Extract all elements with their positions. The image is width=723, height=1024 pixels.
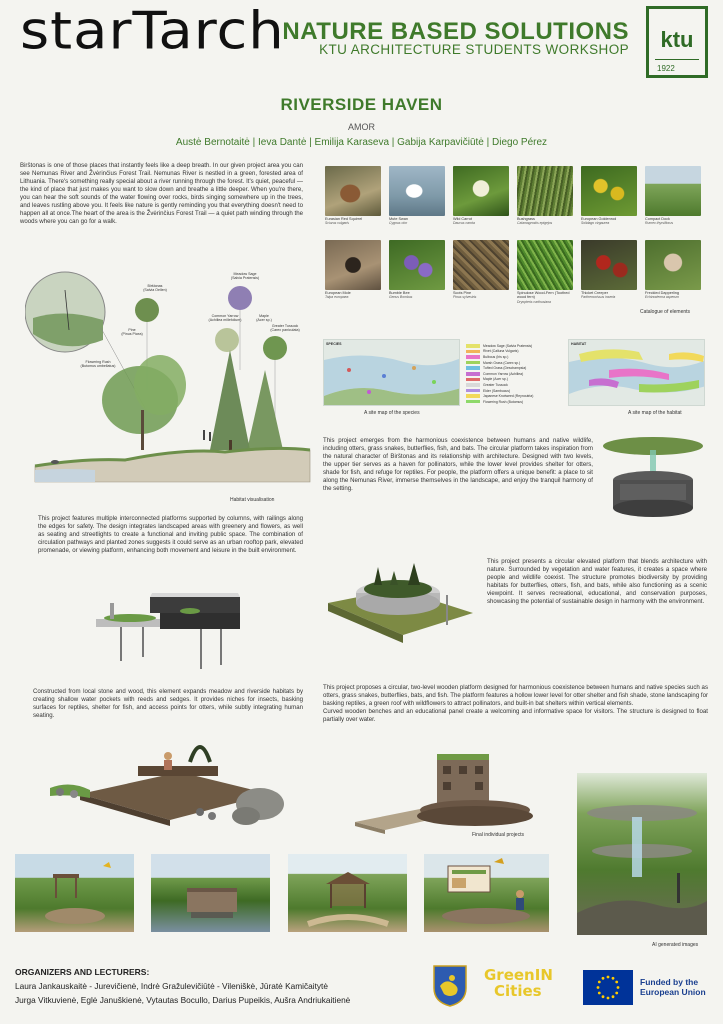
project-title: RIVERSIDE HAVEN xyxy=(280,95,443,114)
species-card xyxy=(325,166,381,225)
swan-photo xyxy=(389,166,445,216)
ai-image-info-panel xyxy=(424,854,549,932)
species-latin: Genus Bombus xyxy=(389,295,413,300)
species-card xyxy=(517,240,573,304)
wood-fern-photo xyxy=(517,240,573,290)
mole-photo xyxy=(325,240,381,290)
legend-swatch xyxy=(466,344,480,348)
legend-swatch xyxy=(466,350,480,354)
legend-item: Meadow Sage (Salvia Pratensis) xyxy=(466,343,566,349)
species-name: Bushgrass xyxy=(517,217,535,221)
legend-item: Greater Tussock xyxy=(466,382,566,388)
wild-carrot-photo xyxy=(453,166,509,216)
species-catalogue xyxy=(325,166,707,316)
legend-swatch xyxy=(466,400,480,404)
startarch-logo: starTarch xyxy=(20,1,285,62)
species-map-label: SPECIES xyxy=(326,342,342,346)
species-card xyxy=(581,166,637,225)
wooden-platform-paragraph-2: Curved wooden benches and an educational panel create a welcoming and informative space for visitors. The structure is designed to float partially over water. xyxy=(323,708,708,724)
greenin-cities-logo xyxy=(484,968,564,1008)
species-latin: Rumex thyrsiflorus xyxy=(645,221,674,226)
squirrel-photo xyxy=(325,166,381,216)
organizers-title: ORGANIZERS AND LECTURERS: xyxy=(15,967,150,977)
species-name: Bumble Bee xyxy=(389,291,410,295)
species-card xyxy=(645,240,701,299)
compact-dock-photo xyxy=(645,166,701,216)
species-card xyxy=(389,166,445,225)
species-latin: Pinus sylvestris xyxy=(453,295,477,300)
birstonas-coat-of-arms-icon xyxy=(432,964,468,1008)
legend-item: Bulbous (Iris sp.) xyxy=(466,354,566,360)
species-name: Spinulose Wood-Fern (Toothed wood fern) xyxy=(517,291,570,300)
ktu-logo-year: 1922 xyxy=(657,64,675,73)
ai-generated-tall-image xyxy=(577,773,707,935)
plant-label: Common Yarrow (Achillea millefolium) xyxy=(208,314,242,323)
coexistence-text: This project emerges from the harmonious coexistence between humans and native wildlife, including otters, grass snakes, butterflies, fish, and bats. The circular platform takes inspiration from the natural character of Birštonas and its relationship with architecture. Designed with two levels, the upper tier serves as a haven for pollinators, while the lower level provides shelter for otters, shade for fish, and refuge for reptiles. For people, the platform offers a unique benefit: a place to sit along the Nemunas River, immerse themselves in the landscape, and enjoy the tranquil harmony of the setting. xyxy=(323,437,593,493)
species-name: Compact Dock xyxy=(645,217,670,221)
species-latin: Sciurus vulgaris xyxy=(325,221,349,226)
species-latin: Parthenocissus inserta xyxy=(581,295,616,300)
habitat-caption: Habitat visualisation xyxy=(230,497,275,503)
legend-item: Flowering Rush (Butomus) xyxy=(466,399,566,405)
floating-platform-render xyxy=(355,752,535,842)
species-name: Mute Swan xyxy=(389,217,408,221)
final-projects-caption: Final individual projects xyxy=(472,832,524,838)
two-level-platform-render xyxy=(598,432,708,524)
habitat-visualisation xyxy=(25,270,315,502)
legend-swatch xyxy=(466,372,480,376)
species-name: Scots Pine xyxy=(453,291,472,295)
catalogue-caption: Catalogue of elements xyxy=(640,309,691,315)
eu-flag-icon xyxy=(583,970,633,1005)
plant-label: Greater Tussock (Carex paniculata) xyxy=(270,324,300,333)
plant-label: Birštonas (Salvia Oellen) xyxy=(143,284,167,293)
goldenrod-photo xyxy=(581,166,637,216)
cities-logo-text: Cities xyxy=(494,981,542,1000)
bushgrass-photo xyxy=(517,166,573,216)
legend-swatch xyxy=(466,355,480,359)
habitat-map-label: HABITAT xyxy=(571,342,587,346)
scots-pine-photo xyxy=(453,240,509,290)
circular-platform-render xyxy=(328,553,473,653)
legend-swatch xyxy=(466,394,480,398)
legend-swatch xyxy=(466,361,480,365)
legend-item: Japanese Knotweed (Reynoutria) xyxy=(466,393,566,399)
species-card xyxy=(645,166,701,225)
ai-image-pavilion xyxy=(288,854,407,932)
plant-label: Flowering Rush (Butomus umbellatus) xyxy=(80,360,116,369)
ai-images-caption: AI generated images xyxy=(652,942,699,948)
header-title: NATURE BASED SOLUTIONS xyxy=(282,18,629,45)
species-latin: Daucus carota xyxy=(453,221,475,226)
species-card xyxy=(325,240,381,299)
species-map-caption: A site map of the species xyxy=(364,410,420,416)
header-subtitle: KTU ARCHITECTURE STUDENTS WORKSHOP xyxy=(319,42,629,57)
species-latin: Echinoderma asperum xyxy=(645,295,680,300)
species-card xyxy=(453,240,509,299)
ai-image-viewpoint xyxy=(15,854,134,932)
stone-wood-render xyxy=(50,732,290,832)
species-name: Eurasian Red Squirrel xyxy=(325,217,363,221)
legend-item: Common Yarrow (Achillea) xyxy=(466,371,566,377)
legend-swatch xyxy=(466,378,480,382)
ktu-logo-divider xyxy=(655,59,699,60)
authors: Austė Bernotaitė | Ieva Dantė | Emilija Karaseva | Gabija Karpavičiūtė | Diego Pérez xyxy=(175,137,548,148)
legend-swatch xyxy=(466,366,480,370)
species-name: Freckled Dapperling xyxy=(645,291,679,295)
plant-label: Meadow Sage (Salvia Pratensis) xyxy=(230,272,260,281)
bumble-bee-photo xyxy=(389,240,445,290)
species-name: European Goldenrod xyxy=(581,217,617,221)
elevated-platforms-render xyxy=(90,585,250,675)
map-legend xyxy=(466,343,566,405)
habitat-site-map xyxy=(568,339,705,406)
species-site-map xyxy=(323,339,460,406)
species-name: Wild Carrot xyxy=(453,217,472,221)
species-name: Thicket Creeper xyxy=(581,291,609,295)
greenin-logo-text: GreenIN xyxy=(484,966,553,984)
species-latin: Talpa europaea xyxy=(325,295,349,300)
species-card xyxy=(517,166,573,225)
ai-image-stone-habitat xyxy=(151,854,270,932)
legend-item: Marsh Grass (Carex sp.) xyxy=(466,360,566,366)
team-name: AMOR xyxy=(348,122,375,132)
organizers-line-2: Jurga Vitkuvienė, Eglė Januškienė, Vytautas Bocullo, Darius Pupeikis, Aušra Andriukaitienė xyxy=(15,995,351,1005)
thicket-creeper-photo xyxy=(581,240,637,290)
legend-swatch xyxy=(466,389,480,393)
platforms-text: This project features multiple interconnected platforms supported by columns, with railings along the edges for safety. The design integrates landscaped areas with greenery and flowers, as well as seating and streetlights to create a functional and inviting public space. The combination of circulation pathways and planted zones suggests it could serve as an urban rooftop park, elevated promenade, or viewing platform, enhancing both movement and leisure in the built environment. xyxy=(38,515,303,555)
plant-label: Pine (Pinus Picea) xyxy=(121,328,143,337)
legend-item: Tufted Grass (Deschampsia) xyxy=(466,365,566,371)
legend-item: Elder (Sambucus) xyxy=(466,388,566,394)
species-card xyxy=(453,166,509,225)
legend-item: Maple (Acer sp.) xyxy=(466,377,566,383)
species-card xyxy=(581,240,637,299)
species-card xyxy=(389,240,445,299)
plant-label: Maple (Acer sp.) xyxy=(256,314,272,323)
species-latin: Solidago virgaurea xyxy=(581,221,610,226)
dapperling-photo xyxy=(645,240,701,290)
stone-text: Constructed from local stone and wood, this element expands meadow and riverside habitats by creating shallow water pockets with reeds and sedges. It provides niches for insects, basking surfaces for reptiles, shelter for fish, and access points for otters, while subtly integrating human seating. xyxy=(33,688,303,720)
eu-funded-text: Funded by the European Union xyxy=(640,977,706,997)
circular-text: This project presents a circular elevated platform that blends architecture with nature. Surrounded by vegetation and water features, it creates a space where people and wildlife coexist. The structure promotes biodiversity by providing habitats for butterflies, otters, fish, and bats, while also functioning as a scenic viewpoint. It serves recreational, educational, and conservation purposes, showcasing the potential of sustainable design in harmony with the environment. xyxy=(487,558,707,606)
wooden-platform-text xyxy=(323,684,708,724)
intro-text: Birštonas is one of those places that instantly feels like a deep breath. In our given project area you can see Nemunas River and Žvėrinčius Forest Trail. Nemunas River is nestled in a green, forested area of Lithuania. There's something really special about a river running through the forest. It's quiet, peaceful — the kind of place that just makes you want to slow down and breathe a little deeper. When you're there, you can hear the soft sounds of the water flowing over rocks, birds singing somewhere up in the trees, and leaves rustling above you. It feels like nature is gently reminding you that everything doesn't need to happen all at once.The heart of the area is the Žvėrinčius Forest Trail — a quiet path winding through the woods where you can go for a walk. xyxy=(20,162,303,226)
habitat-map-caption: A site map of the habitat xyxy=(628,410,682,416)
organizers-line-1: Laura Jankauskaitė - Jurevičienė, Indrė Gražulevičiūtė - Vileniškė, Jūratė Kamičaitytė xyxy=(15,981,328,991)
species-name: European Mole xyxy=(325,291,351,295)
species-latin: Dryopteris carthusiana xyxy=(517,299,551,304)
habitat-section-drawing xyxy=(25,270,315,502)
ktu-logo-text: ktu xyxy=(660,27,694,52)
wooden-platform-paragraph: This project proposes a circular, two-level wooden platform designed for harmonious coexistence between humans and native species such as otters, grass snakes, butterflies, bats, and fish. The platform features a hollow lower level for otter shelter and fish shade, stone landscaping for basking reptiles, a green roof with wildflowers to attract pollinators, and built-in bat shelters within vertical elements. xyxy=(323,684,709,708)
legend-swatch xyxy=(466,383,480,387)
legend-item: Rivet (Calluna Vulgaris) xyxy=(466,349,566,355)
ktu-logo xyxy=(646,6,708,78)
species-latin: Calamagrostis epigejos xyxy=(517,221,553,226)
species-latin: Cygnus olor xyxy=(389,221,408,226)
